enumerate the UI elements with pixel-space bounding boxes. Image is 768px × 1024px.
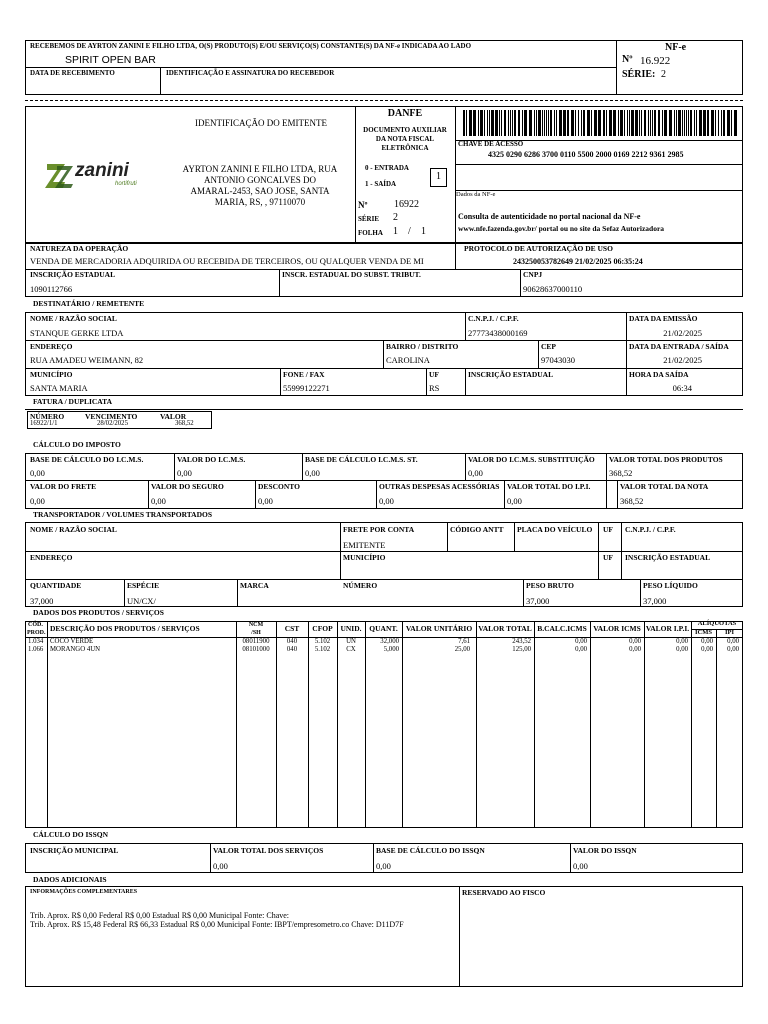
barcode-bar [669, 110, 672, 136]
barcode-bar [648, 110, 649, 136]
h-qty: QUANT. [369, 624, 398, 633]
barcode-bar [598, 110, 601, 136]
danfe-page-label: FOLHA [358, 229, 383, 237]
gross-weight: 37,000 [526, 596, 550, 606]
barcode-bar [635, 110, 638, 136]
barcode-bar [696, 110, 697, 136]
barcode-bar [711, 110, 714, 136]
barcode-bar [559, 110, 562, 136]
danfe-page: 1 [393, 226, 398, 237]
tax-section-label: CÁLCULO DO IMPOSTO [33, 440, 121, 449]
protocol-value: 243250053782649 21/02/2025 06:35:24 [513, 257, 643, 266]
danfe-entry: 0 - ENTRADA [365, 164, 409, 172]
access-key-label: CHAVE DE ACESSO [458, 140, 524, 148]
carrier-cnpj-label: C.N.P.J. / C.P.F. [625, 525, 676, 534]
row-qty: 32,000 [380, 638, 399, 645]
barcode-bar [690, 110, 692, 136]
barcode [463, 110, 738, 136]
issqn-im-label: INSCRIÇÃO MUNICIPAL [30, 846, 119, 855]
emitter-name: AYRTON ZANINI E FILHO LTDA, RUA [182, 164, 338, 174]
row-aliq-icms: 0,00 [701, 646, 713, 653]
h-cod-2: PROD. [27, 630, 46, 636]
icms-label: VALOR DO I.C.M.S. [177, 455, 246, 464]
barcode-bar [501, 110, 502, 136]
danfe-description [355, 126, 455, 153]
invoice-value: 368,52 [175, 420, 194, 427]
rec-name-label: NOME / RAZÃO SOCIAL [30, 314, 117, 323]
h-total: VALOR TOTAL [478, 624, 532, 633]
barcode-bar [682, 110, 683, 136]
barcode-bar [478, 110, 479, 136]
row-total: 125,00 [512, 646, 531, 653]
issqn-services: 0,00 [213, 861, 228, 871]
barcode-bar [674, 110, 675, 136]
barcode-bar [594, 110, 597, 136]
barcode-bar [718, 110, 719, 136]
plate-label: PLACA DO VEÍCULO [517, 525, 593, 534]
net-weight: 37,000 [643, 596, 667, 606]
h-unit-value: VALOR UNITÁRIO [405, 624, 473, 633]
consult-line-2: www.nfe.fazenda.gov.br/ portal ou no site da Sefaz Autorizadora [458, 224, 665, 233]
invoice-number: 16922/1/1 [30, 420, 58, 427]
issqn-base-label: BASE DE CÁLCULO DO ISSQN [376, 846, 485, 855]
barcode-bar [583, 110, 585, 136]
barcode-bar [466, 110, 467, 136]
h-cfop: CFOP [312, 624, 333, 633]
barcode-bar [489, 110, 490, 136]
stub-number-label: Nº [622, 54, 633, 65]
barcode-bar [644, 110, 646, 136]
products-section-label: DADOS DOS PRODUTOS / SERVIÇOS [33, 608, 164, 617]
stub-number: 16.922 [640, 55, 671, 67]
row-total: 243,52 [512, 638, 531, 645]
icms-base-label: BASE DE CÁLCULO DO I.C.M.S. [30, 455, 144, 464]
rec-name: STANQUE GERKE LTDA [30, 328, 124, 338]
row-cst: 040 [286, 638, 298, 645]
info-label: INFORMAÇÕES COMPLEMENTARES [30, 889, 138, 895]
net-weight-label: PESO LÍQUIDO [643, 581, 698, 590]
carrier-city-label: MUNICÍPIO [343, 553, 386, 562]
cnpj-value: 90628637000110 [523, 284, 583, 294]
barcode-bar [491, 110, 494, 136]
note-total-label: VALOR TOTAL DA NOTA [620, 482, 709, 491]
vol-number-label: NÚMERO [343, 581, 378, 590]
danfe-doc-2: DA NOTA FISCAL [375, 135, 435, 143]
danfe-number-label: Nº [358, 200, 368, 210]
barcode-bar [499, 110, 500, 136]
rec-cep-label: CEP [541, 342, 556, 351]
barcode-bar [654, 110, 656, 136]
row-ncm: 08011900 [242, 638, 270, 645]
h-aliq-icms: ICMS [695, 629, 712, 636]
barcode-bar [484, 110, 485, 136]
barcode-bar [664, 110, 667, 136]
barcode-bar [546, 110, 547, 136]
rec-phone-label: FONE / FAX [283, 370, 325, 379]
rec-address: RUA AMADEU WEIMANN, 82 [30, 355, 144, 365]
transport-section-label: TRANSPORTADOR / VOLUMES TRANSPORTADOS [33, 510, 213, 519]
issqn-base: 0,00 [376, 861, 391, 871]
rec-emission-label: DATA DA EMISSÃO [629, 314, 698, 323]
emitter-address-2: AMARAL-2453, SAO JOSE, SANTA [190, 186, 330, 196]
qty-value: 37,000 [30, 596, 54, 606]
h-aliq: ALÍQUOTAS [697, 620, 737, 627]
row-cst: 040 [286, 646, 298, 653]
row-unit: CX [346, 646, 356, 653]
carrier-name-label: NOME / RAZÃO SOCIAL [30, 525, 117, 534]
receipt-date-label: DATA DE RECEBIMENTO [30, 69, 115, 77]
barcode-bar [487, 110, 488, 136]
barcode-bar [567, 110, 569, 136]
other-expenses: 0,00 [379, 496, 394, 506]
barcode-bar [544, 110, 545, 136]
barcode-bar [578, 110, 579, 136]
barcode-bar [463, 110, 465, 136]
row-cod: 1.034 [28, 638, 44, 645]
barcode-bar [703, 110, 706, 136]
row-desc: COCO VERDE [50, 638, 94, 645]
row-qty: 5,000 [383, 646, 399, 653]
gross-weight-label: PESO BRUTO [526, 581, 574, 590]
recipient-name: SPIRIT OPEN BAR [65, 54, 156, 66]
invoice-section-label: FATURA / DUPLICATA [33, 397, 113, 406]
rec-ie-label: INSCRIÇÃO ESTADUAL [468, 370, 554, 379]
barcode-bar [524, 110, 527, 136]
barcode-bar [508, 110, 509, 136]
barcode-bar [548, 110, 549, 136]
barcode-bar [538, 110, 541, 136]
rec-time-label: HORA DA SAÍDA [629, 370, 689, 379]
danfe-title: DANFE [387, 108, 423, 119]
h-ncm-2: /SH [251, 630, 261, 636]
h-ncm-1: NCM [248, 622, 264, 628]
protocol-label: PROTOCOLO DE AUTORIZAÇÃO DE USO [464, 244, 613, 253]
barcode-bar [694, 110, 695, 136]
row-cfop: 5.102 [314, 638, 331, 645]
barcode-bar [469, 110, 472, 136]
logo-sub: hortifruti [115, 181, 137, 187]
row-ipi: 0,00 [676, 638, 688, 645]
barcode-bar [536, 110, 537, 136]
invoice-number-label: NÚMERO [30, 412, 65, 421]
row-cfop: 5.102 [314, 646, 331, 653]
barcode-bar [721, 110, 722, 136]
cnpj-label: CNPJ [523, 270, 543, 279]
barcode-bar [629, 110, 630, 136]
kind-value: UN/CX/ [127, 596, 156, 606]
rec-uf-label: UF [429, 370, 439, 379]
other-expenses-label: OUTRAS DESPESAS ACESSÓRIAS [379, 482, 500, 491]
barcode-bar [688, 110, 689, 136]
barcode-bar [473, 110, 476, 136]
carrier-uf2-label: UF [603, 553, 613, 562]
danfe-type-value: 1 [436, 171, 441, 182]
row-icms: 0,00 [629, 646, 641, 653]
barcode-bar [662, 110, 663, 136]
barcode-bar [620, 110, 623, 136]
danfe-page-total: 1 [421, 226, 426, 237]
barcode-bar [727, 110, 730, 136]
products-total: 368,52 [609, 468, 633, 478]
issqn-value: 0,00 [573, 861, 588, 871]
barcode-bar [707, 110, 709, 136]
cut-line [25, 100, 743, 101]
barcode-bar [542, 110, 543, 136]
barcode-bar [571, 110, 574, 136]
h-bc-icms: B.CALC.ICMS [537, 624, 587, 633]
discount-label: DESCONTO [258, 482, 300, 491]
icms-st-base: 0,00 [305, 468, 320, 478]
nature-value: VENDA DE MERCADORIA ADQUIRIDA OU RECEBIDA DE TERCEIROS, OU QUALQUER VENDA DE MI [30, 257, 424, 266]
rec-io-date-label: DATA DA ENTRADA / SAÍDA [629, 342, 729, 351]
barcode-bar [731, 110, 732, 136]
row-bc: 0,00 [575, 638, 587, 645]
barcode-bar [581, 110, 582, 136]
barcode-bar [495, 110, 498, 136]
barcode-bar [556, 110, 557, 136]
barcode-bar [684, 110, 685, 136]
kind-label: ESPÉCIE [127, 581, 160, 590]
issqn-section-label: CÁLCULO DO ISSQN [33, 830, 109, 839]
barcode-bar [641, 110, 642, 136]
receipt-text: RECEBEMOS DE AYRTON ZANINI E FILHO LTDA, O(S) PRODUTO(S) E/OU SERVIÇO(S) CONSTANTE(S) DA NF-e INDICADA AO LADO [30, 42, 472, 50]
issqn-value-label: VALOR DO ISSQN [573, 846, 637, 855]
barcode-bar [587, 110, 590, 136]
access-key: 4325 0290 6286 3700 0110 5500 2000 0169 2212 9361 2985 [488, 150, 684, 159]
fisco-label: RESERVADO AO FISCO [462, 888, 546, 897]
barcode-bar [631, 110, 634, 136]
freight-label: VALOR DO FRETE [30, 482, 97, 491]
barcode-bar [554, 110, 555, 136]
row-unit-value: 7,61 [458, 638, 470, 645]
rec-cnpj-label: C.N.P.J. / C.P.F. [468, 314, 519, 323]
row-aliq-ipi: 0,00 [727, 646, 739, 653]
stub-nfe-label: NF-e [665, 42, 687, 53]
emitter-section-label: IDENTIFICAÇÃO DO EMITENTE [195, 118, 327, 128]
rec-time: 06:34 [672, 383, 692, 393]
rec-city: SANTA MARIA [30, 383, 88, 393]
danfe-number: 16922 [394, 199, 419, 210]
ipi-total-label: VALOR TOTAL DO I.P.I. [507, 482, 591, 491]
h-cod-1: CÓD. [28, 622, 43, 628]
icms-st-base-label: BASE DE CÁLCULO I.C.M.S. ST. [305, 455, 418, 464]
icms-st: 0,00 [468, 468, 483, 478]
freight-by-label: FRETE POR CONTA [343, 525, 415, 534]
brand-label: MARCA [240, 581, 269, 590]
barcode-bar [678, 110, 681, 136]
row-cod: 1.066 [28, 646, 44, 653]
rec-uf: RS [429, 383, 440, 393]
h-icms: VALOR ICMS [593, 624, 641, 633]
h-aliq-ipi: IPI [724, 629, 735, 636]
additional-section-label: DADOS ADICIONAIS [33, 875, 107, 884]
emitter-address [175, 164, 345, 208]
icms-st-label: VALOR DO I.C.M.S. SUBSTITUIÇÃO [468, 455, 595, 464]
barcode-bar [514, 110, 516, 136]
barcode-bar [591, 110, 592, 136]
danfe-exit: 1 - SAÍDA [365, 180, 397, 188]
info-line-1: Trib. Aprox. R$ 0,00 Federal R$ 0,00 Estadual R$ 0,00 Municipal Fonte: Chave: [30, 911, 290, 920]
barcode-bar [518, 110, 520, 136]
carrier-address-label: ENDEREÇO [30, 553, 73, 562]
info-line-2: Trib. Aprox. R$ 15,48 Federal R$ 66,33 Estadual R$ 0,00 Municipal Fonte: IBPT/empresometro.co Chave: D11D7F [30, 921, 404, 929]
antt-label: CÓDIGO ANTT [450, 525, 504, 534]
h-unit: UNID. [340, 624, 362, 633]
rec-emission: 21/02/2025 [663, 328, 702, 338]
barcode-bar [504, 110, 506, 136]
row-ncm: 08101000 [242, 646, 270, 653]
ipi-total: 0,00 [507, 496, 522, 506]
h-cst: CST [284, 624, 300, 633]
emitter-address-3: MARIA, RS, , 97110070 [214, 197, 306, 207]
note-total: 368,52 [620, 496, 644, 506]
danfe-page-sep: / [408, 226, 411, 237]
insurance-value: 0,00 [151, 496, 166, 506]
barcode-bar [723, 110, 725, 136]
barcode-bar [606, 110, 607, 136]
receipt-sign-label: IDENTIFICAÇÃO E ASSINATURA DO RECEBEDOR [166, 69, 335, 77]
carrier-ie-label: INSCRIÇÃO ESTADUAL [625, 553, 711, 562]
row-unit: UN [346, 638, 356, 645]
barcode-bar [715, 110, 716, 136]
emitter-logo [45, 160, 155, 194]
invoice-value-label: VALOR [160, 412, 187, 421]
consult-line-1: Consulta de autenticidade no portal nacional da NF-e [458, 212, 641, 221]
issqn-services-label: VALOR TOTAL DOS SERVIÇOS [213, 846, 324, 855]
barcode-bar [534, 110, 535, 136]
barcode-bar [563, 110, 566, 136]
danfe-series: 2 [393, 212, 398, 223]
row-unit-value: 25,00 [454, 646, 470, 653]
barcode-bar [618, 110, 619, 136]
barcode-bar [627, 110, 628, 136]
ie-label: INSCRIÇÃO ESTADUAL [30, 270, 116, 279]
nfe-data-label: Dados da NF-e [456, 191, 496, 198]
rec-phone: 55999122271 [283, 383, 330, 393]
danfe-doc-3: ELETRÔNICA [381, 144, 429, 152]
barcode-bar [658, 110, 660, 136]
barcode-bar [699, 110, 702, 136]
ie-value: 1090112766 [30, 284, 73, 294]
row-aliq-ipi: 0,00 [727, 638, 739, 645]
barcode-bar [624, 110, 625, 136]
h-ipi: VALOR I.P.I. [645, 624, 690, 633]
emitter-address-1: ANTONIO GONCALVES DO [203, 175, 316, 185]
ie-st-label: INSCR. ESTADUAL DO SUBST. TRIBUT. [282, 270, 421, 279]
rec-district-label: BAIRRO / DISTRITO [386, 342, 459, 351]
barcode-bar [575, 110, 576, 136]
barcode-bar [550, 110, 552, 136]
products-total-label: VALOR TOTAL DOS PRODUTOS [609, 455, 723, 464]
logo-text: zanini [75, 160, 129, 181]
barcode-bar [480, 110, 483, 136]
barcode-bar [650, 110, 651, 136]
row-bc: 0,00 [575, 646, 587, 653]
freight-value: 0,00 [30, 496, 45, 506]
rec-address-label: ENDEREÇO [30, 342, 73, 351]
barcode-bar [676, 110, 677, 136]
barcode-bar [639, 110, 640, 136]
rec-io-date: 21/02/2025 [663, 355, 702, 365]
barcode-bar [609, 110, 612, 136]
freight-by: EMITENTE [343, 540, 386, 550]
stub-series: 2 [661, 69, 666, 80]
barcode-bar [686, 110, 687, 136]
barcode-bar [603, 110, 605, 136]
row-desc: MORANGO 4UN [50, 646, 101, 653]
stub-series-label: SÉRIE: [622, 69, 656, 80]
insurance-label: VALOR DO SEGURO [151, 482, 224, 491]
discount-value: 0,00 [258, 496, 273, 506]
icms-value: 0,00 [177, 468, 192, 478]
barcode-bar [734, 110, 737, 136]
row-ipi: 0,00 [676, 646, 688, 653]
recipient-section-label: DESTINATÁRIO / REMETENTE [33, 299, 145, 308]
h-desc: DESCRIÇÃO DOS PRODUTOS / SERVIÇOS [50, 624, 200, 633]
row-aliq-icms: 0,00 [701, 638, 713, 645]
qty-label: QUANTIDADE [30, 581, 82, 590]
rec-cep: 97043030 [541, 355, 575, 365]
barcode-bar [652, 110, 653, 136]
row-icms: 0,00 [629, 638, 641, 645]
danfe-series-label: SÉRIE [358, 215, 380, 223]
rec-city-label: MUNICÍPIO [30, 370, 73, 379]
rec-district: CAROLINA [386, 355, 430, 365]
icms-base: 0,00 [30, 468, 45, 478]
barcode-bar [529, 110, 532, 136]
rec-cnpj: 27773438000169 [468, 328, 528, 338]
invoice-due: 28/02/2025 [97, 420, 128, 427]
barcode-bar [522, 110, 523, 136]
nature-label: NATUREZA DA OPERAÇÃO [30, 244, 129, 253]
barcode-bar [613, 110, 616, 136]
danfe-doc-1: DOCUMENTO AUXILIAR [363, 126, 447, 134]
invoice-due-label: VENCIMENTO [85, 412, 138, 421]
carrier-uf-label: UF [603, 525, 613, 534]
barcode-bar [510, 110, 511, 136]
barcode-bar [512, 110, 513, 136]
